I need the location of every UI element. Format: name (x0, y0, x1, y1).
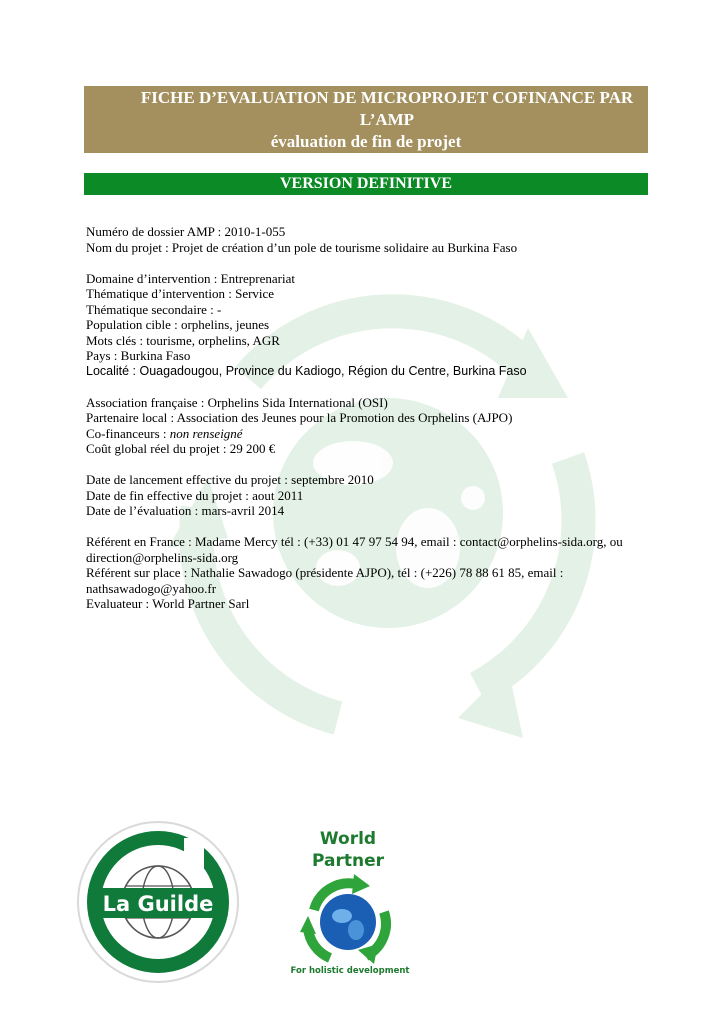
footer-logos (0, 810, 724, 1010)
evaluation-date: Date de l’évaluation : mars-avril 2014 (86, 503, 285, 518)
world-partner-globe-icon (296, 872, 400, 968)
referent-local-email: nathsawadogo@yahoo.fr (86, 580, 217, 596)
evaluator: Evaluateur : World Partner Sarl (86, 596, 250, 611)
la-guilde-logo (76, 820, 240, 984)
start-date: Date de lancement effective du projet : septembre 2010 (86, 472, 374, 487)
cofinanciers: Co-financeurs : non renseigné (86, 425, 243, 441)
referent-local: Référent sur place : Nathalie Sawadogo (présidente AJPO), tél : (+226) 78 88 61 85, email : nathsawadogo@yahoo.fr (86, 565, 564, 596)
world-partner-wordmark: World Partner (311, 829, 384, 871)
end-date: Date de fin effective du projet : aout 2011 (86, 487, 304, 503)
keywords: Mots clés : tourisme, orphelins, AGR (86, 332, 280, 348)
country: Pays : Burkina Faso (86, 348, 191, 363)
french-association: Association française : Orphelins Sida International (OSI) (86, 394, 388, 410)
dossier-number: Numéro de dossier AMP : 2010-1-055 (86, 224, 286, 239)
version-banner: VERSION DEFINITIVE (84, 173, 648, 195)
world-partner-tagline: For holistic development (290, 966, 410, 976)
document-title-box (84, 86, 648, 153)
document-subtitle: évaluation de fin de projet (270, 132, 462, 151)
la-guilde-text: La Guilde (102, 892, 214, 916)
target-population: Population cible : orphelins, jeunes (86, 317, 270, 332)
intervention-domain: Domaine d’intervention : Entreprenariat (86, 270, 296, 286)
referent-france: Référent en France : Madame Mercy tél : (+33) 01 47 97 54 94, email : contact@orphelins-sida.org, ou direction@orphelins-sida.org (86, 534, 623, 565)
local-partner: Partenaire local : Association des Jeunes pour la Promotion des Orphelins (AJPO) (86, 410, 513, 425)
referent-france-email: direction@orphelins-sida.org (86, 549, 239, 565)
secondary-theme: Thématique secondaire : - (86, 301, 222, 317)
project-name: Nom du projet : Projet de création d’un pole de tourisme solidaire au Burkina Faso (86, 239, 518, 255)
project-info (86, 224, 656, 612)
document-title: FICHE D’EVALUATION DE MICROPROJET COFINANCE PAR L’AMP (140, 88, 634, 129)
locality: Localité : Ouagadougou, Province du Kadiogo, Région du Centre, Burkina Faso (86, 363, 527, 378)
intervention-theme: Thématique d’intervention : Service (86, 286, 275, 301)
cofinanciers-value: non renseigné (169, 425, 243, 441)
total-cost: Coût global réel du projet : 29 200 € (86, 441, 276, 456)
